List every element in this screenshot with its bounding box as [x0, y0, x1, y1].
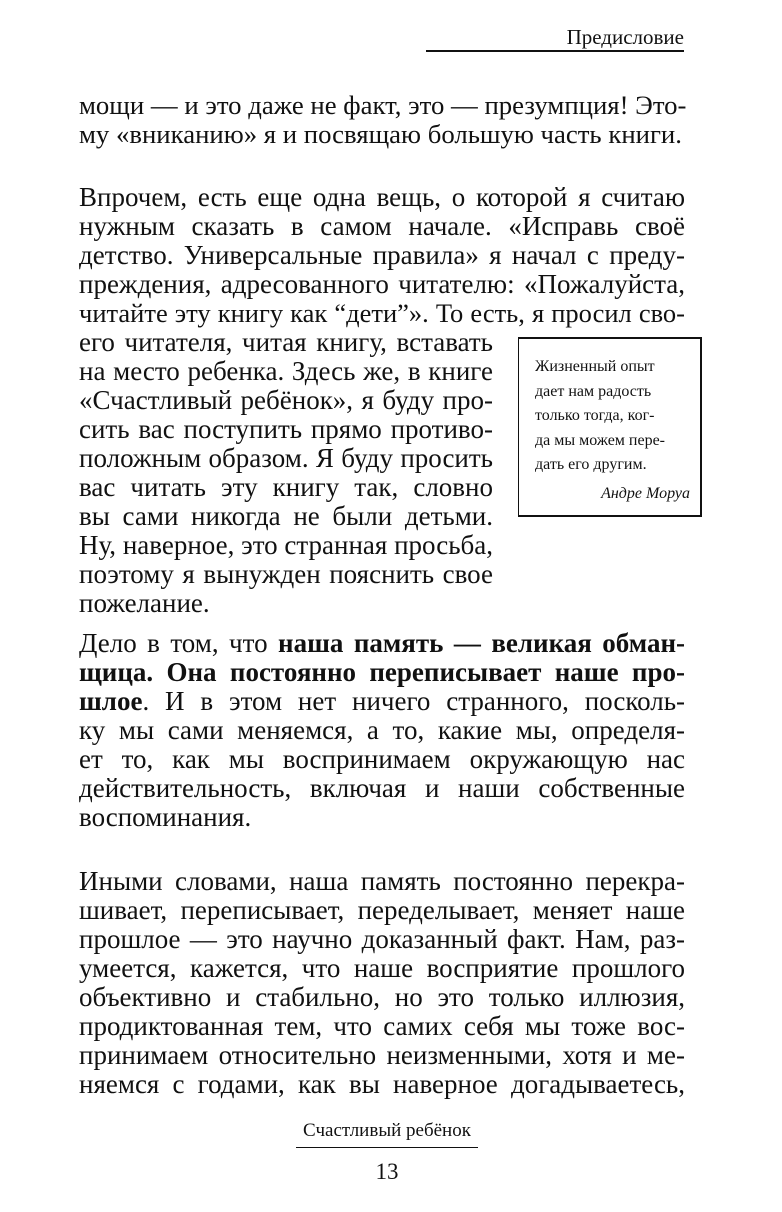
text-line: «Счастливый ребёнок», я буду про- — [79, 385, 493, 415]
quote-line: да мы можем пере- — [535, 431, 666, 449]
text-line: преждения, адресованного читателю: «Пожалуйста, — [79, 269, 685, 299]
text-line: ку мы сами меняемся, а то, какие мы, определя- — [79, 715, 685, 745]
text-line: воспоминания. — [79, 802, 252, 832]
quote-line: дает нам радость — [535, 382, 652, 400]
text-line: читайте эту книгу как “дети”». То есть, я просил сво- — [79, 298, 685, 328]
text-line: щица. Она постоянно переписывает наше про- — [79, 657, 685, 687]
quote-line: только тогда, ког- — [535, 407, 655, 424]
text-line: мощи — и это даже не факт, это — презумпция! Это- — [79, 90, 687, 120]
text-line: няемся с годами, как вы наверное догадываетесь, — [79, 1069, 685, 1099]
bold-text: шлое — [79, 686, 143, 716]
text-line: сить вас поступить прямо противо- — [79, 414, 493, 444]
text-line: вас читать эту книгу так, словно — [79, 472, 493, 502]
footer-rule — [296, 1147, 478, 1148]
text-line: принимаем относительно неизменными, хотя и ме- — [79, 1040, 685, 1070]
text-line: вы сами никогда не были детьми. — [79, 501, 493, 531]
quote-author: Андре Моруа — [601, 484, 690, 502]
text-line: Ну, наверное, это странная просьба, — [79, 530, 493, 560]
quote-line: Жизненный опыт — [535, 358, 655, 375]
text-line: положным образом. Я буду просить — [79, 443, 493, 473]
text-line: детство. Универсальные правила» я начал с преду- — [79, 240, 685, 270]
text-line: пожелание. — [79, 588, 210, 618]
text-line: ет то, как мы воспринимаем окружающую нас — [79, 744, 685, 774]
text-line: его читателя, читая книгу, вставать — [79, 327, 493, 357]
quote-line: дать его другим. — [535, 456, 647, 473]
text-line: Дело в том, что наша память — великая обман- — [79, 628, 685, 658]
text-line: нужным сказать в самом начале. «Исправь своё — [79, 211, 685, 241]
text-line: действительность, включая и наши собственные — [79, 773, 685, 803]
text-line: поэтому я вынужден пояснить свое — [79, 559, 493, 589]
text-line: умеется, кажется, что наше восприятие прошлого — [79, 953, 685, 983]
bold-text: наша память — великая обман- — [278, 628, 685, 658]
running-header: Предисловие — [566, 25, 684, 49]
text-line: продиктованная тем, что самих себя мы тоже вос- — [79, 1011, 685, 1041]
page-number: 13 — [375, 1159, 399, 1184]
text-line: прошлое — это научно доказанный факт. Нам, раз- — [79, 924, 685, 954]
header-rule — [426, 50, 684, 52]
running-footer-title: Счастливый ребёнок — [303, 1120, 471, 1141]
text-line: шлое. И в этом нет ничего странного, посколь- — [79, 686, 685, 716]
text-line: Иными словами, наша память постоянно перекра- — [79, 866, 685, 896]
text-line: шивает, переписывает, переделывает, меняет наше — [79, 895, 685, 925]
text-line: на место ребенка. Здесь же, в книге — [79, 356, 493, 386]
epigraph-quote-box — [518, 337, 702, 517]
text-line: му «вниканию» я и посвящаю большую часть книги. — [79, 119, 682, 149]
text-line: Впрочем, есть еще одна вещь, о которой я считаю — [79, 182, 685, 212]
text-line: объективно и стабильно, но это только иллюзия, — [79, 982, 685, 1012]
